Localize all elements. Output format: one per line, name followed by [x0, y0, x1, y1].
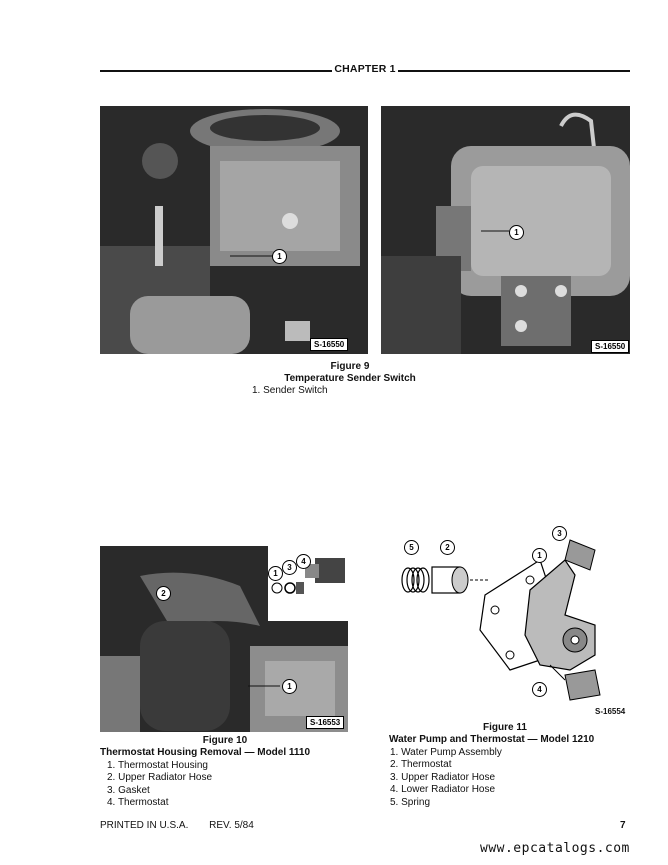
figure11-drawing-label: S-16554	[595, 707, 626, 716]
figure11-item-4: 4. Lower Radiator Hose	[390, 784, 496, 795]
footer	[100, 820, 272, 831]
figure11-callout-2: 2	[440, 540, 455, 555]
figure9-photo-left	[100, 106, 368, 354]
figure9-item: 1. Sender Switch	[252, 385, 328, 396]
figure9-photo-label-left: S-16550	[310, 338, 348, 351]
figure10-item-4: 4. Thermostat	[107, 797, 169, 808]
thermostat-housing-photo-image	[100, 546, 348, 732]
figure11-title: Water Pump and Thermostat — Model 1210	[389, 734, 595, 745]
water-pump-drawing	[390, 520, 630, 720]
figure10-title: Thermostat Housing Removal — Model 1110	[100, 747, 311, 758]
figure9-callout-left: 1	[272, 249, 287, 264]
figure10-callout-1-bottom: 1	[282, 679, 297, 694]
figure10-photo-label: S-16553	[306, 716, 344, 729]
figure9-number: Figure 9	[330, 361, 370, 372]
figure10-item-2: 2. Upper Radiator Hose	[107, 772, 213, 783]
watermark: www.epcatalogs.com	[480, 841, 630, 856]
figure9-callout-right: 1	[509, 225, 524, 240]
chapter-header	[100, 63, 630, 77]
figure11-item-5: 5. Spring	[390, 797, 431, 808]
figure10-callout-2: 2	[156, 586, 171, 601]
figure11-callout-4: 4	[532, 682, 547, 697]
figure11-item-1: 1. Water Pump Assembly	[390, 747, 502, 758]
figure9-photo-label-right: S-16550	[591, 340, 629, 353]
revision: REV. 5/84	[209, 820, 254, 831]
figure10-photo	[100, 546, 348, 732]
figure10-item-3: 3. Gasket	[107, 785, 150, 796]
figure11-callout-5: 5	[404, 540, 419, 555]
figure10-number: Figure 10	[202, 735, 248, 746]
figure11-number: Figure 11	[483, 722, 527, 733]
figure10-callout-3: 3	[282, 560, 297, 575]
printed-in: PRINTED IN U.S.A.	[100, 820, 189, 831]
sender-switch-photo-image	[381, 106, 630, 354]
header-rule-left	[100, 70, 332, 72]
figure11-item-3: 3. Upper Radiator Hose	[390, 772, 496, 783]
chapter-title: CHAPTER 1	[334, 63, 396, 75]
figure10-callout-4: 4	[296, 554, 311, 569]
header-rule-right	[398, 70, 630, 72]
figure10-callout-1-top: 1	[268, 566, 283, 581]
page-number: 7	[620, 820, 626, 831]
engine-photo-image	[100, 106, 368, 354]
figure9-photo-right	[381, 106, 630, 354]
figure11-callout-1: 1	[532, 548, 547, 563]
figure11-item-2: 2. Thermostat	[390, 759, 452, 770]
figure9-title: Temperature Sender Switch	[284, 373, 416, 384]
figure11-callout-3: 3	[552, 526, 567, 541]
figure11-drawing	[390, 520, 630, 720]
figure10-item-1: 1. Thermostat Housing	[107, 760, 208, 771]
